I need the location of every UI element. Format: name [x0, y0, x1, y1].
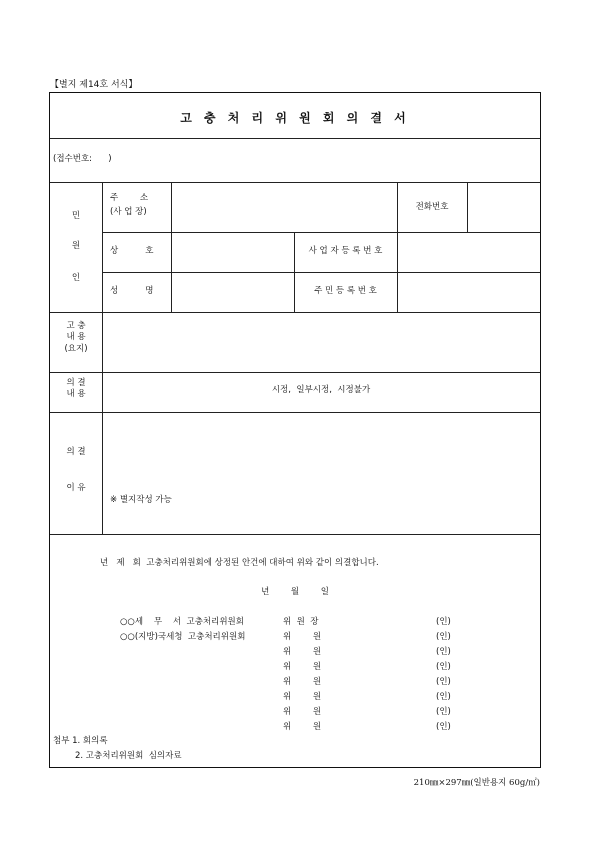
committee-org-1: ○○세 무 서 고충처리위원회: [120, 617, 244, 627]
member-seal: (인): [436, 617, 451, 627]
address-sub-label: (사 업 장): [110, 207, 147, 217]
trade-name-label: 상 호: [110, 246, 154, 256]
phone-label: 전화번호: [415, 202, 449, 212]
member-role: 위 원 장: [283, 617, 319, 627]
resolution-label: 의 결 내 용: [66, 378, 86, 400]
committee-org-2: ○○(지방)국세청 고충처리위원회: [120, 632, 246, 642]
resolution-form: [49, 92, 541, 768]
applicant-label-1: 민: [71, 211, 81, 221]
date-line: 년 월 일: [261, 587, 329, 597]
member-role: 위 원: [283, 707, 322, 717]
business-registration-label: 사 업 자 등 록 번 호: [308, 246, 383, 256]
reason-label-top: 의 결: [66, 447, 86, 457]
attachment-line-1: 첨부 1. 회의록: [53, 736, 108, 746]
member-role: 위 원: [283, 722, 322, 732]
attachment-line-2: 2. 고충처리위원회 심의자료: [75, 751, 182, 761]
resolution-options: 시정, 일부시정, 시정불가: [271, 385, 371, 395]
applicant-label-3: 인: [71, 273, 81, 283]
member-role: 위 원: [283, 677, 322, 687]
form-number: 【별지 제14호 서식】: [50, 80, 138, 90]
member-seal: (인): [436, 677, 451, 687]
member-seal: (인): [436, 647, 451, 657]
address-label: 주 소: [110, 193, 149, 203]
reason-note: ※ 별지작성 가능: [110, 495, 172, 505]
receipt-number: (접수번호: ): [53, 154, 112, 164]
member-role: 위 원: [283, 647, 322, 657]
grievance-label: 고 충 내 용 (요지): [64, 321, 88, 354]
member-seal: (인): [436, 722, 451, 732]
member-role: 위 원: [283, 692, 322, 702]
member-seal: (인): [436, 632, 451, 642]
member-role: 위 원: [283, 632, 322, 642]
name-label: 성 명: [110, 286, 154, 296]
reason-label-bottom: 이 유: [66, 483, 86, 493]
member-seal: (인): [436, 692, 451, 702]
applicant-label-2: 원: [71, 241, 81, 251]
member-seal: (인): [436, 662, 451, 672]
member-seal: (인): [436, 707, 451, 717]
resident-registration-label: 주 민 등 록 번 호: [314, 286, 377, 296]
resolution-statement: 년 제 회 고충처리위원회에 상정된 안건에 대하여 위와 같이 의결합니다.: [100, 558, 379, 568]
paper-spec: 210㎜×297㎜(일반용지 60g/㎡): [413, 778, 540, 788]
form-title: 고 충 처 리 위 원 회 의 결 서: [180, 111, 410, 125]
member-role: 위 원: [283, 662, 322, 672]
